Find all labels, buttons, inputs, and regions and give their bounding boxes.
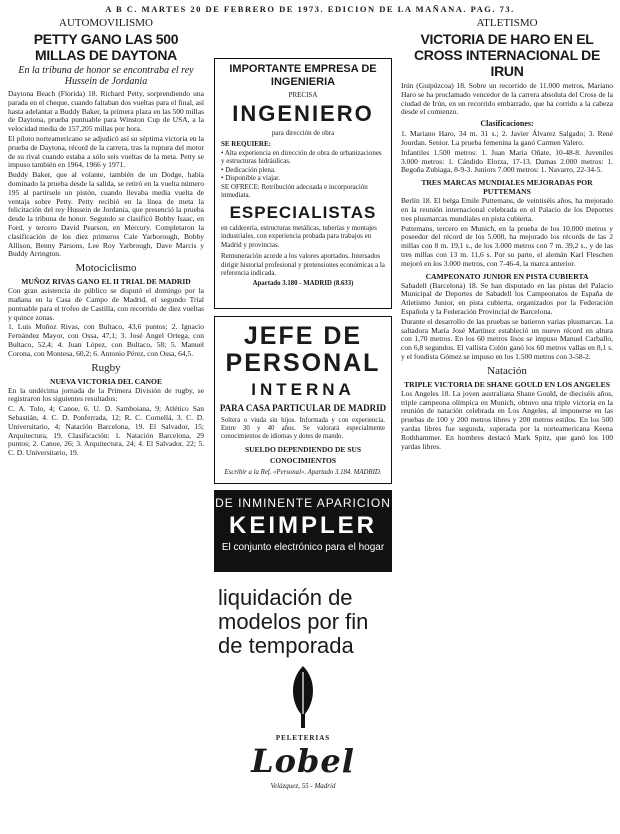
ad-lobel-logo: Lobel	[251, 742, 355, 780]
page-header: A B C. MARTES 20 DE FEBRERO DE 1973. EDICION DE LA MAÑANA. PAG. 73.	[105, 4, 515, 14]
article-text: Durante el desarrollo de las pruebas se batieron varias plusmarcas. La saltadora María José Martínez estableció un nuevo récord en altura con 1,70 metros. En los 60 metros lisos se impuso Manuel Carballo, con 6,8 segundos. El vallista Colón ganó los 60 metros vallas en 8,1 s. y el fondista Gómez se impuso en los 1.500 metros con 3-58-2.	[401, 316, 613, 361]
ad-ingenieria	[214, 58, 392, 309]
ad-footnote: Remuneración acorde a los valores aportados. Intersados dirigir historial profesional y pretensiones económicas a la referencia indicada.	[221, 252, 385, 277]
ad-ingeniero: INGENIERO	[232, 101, 374, 126]
ad-keimpler	[214, 490, 392, 572]
ad-lobel	[214, 586, 392, 826]
column-left	[8, 16, 204, 830]
article-text: En la undécima jornada de la Primera División de rugby, se registraron los siguientes resultados:	[8, 385, 204, 404]
feather-icon	[283, 662, 323, 732]
req-label: SE REQUIERE:	[221, 140, 271, 148]
ad-address: Velázquez, 55 - Madrid	[270, 782, 336, 790]
ad-role: para dirección de obra	[271, 129, 335, 137]
subhead-hussein: En la tribuna de honor se encontraba el rey Hussein de Jordania	[18, 65, 194, 87]
ad-salary: SUELDO DEPENDIENDO DE SUS CONOCIMIENTOS	[244, 445, 362, 465]
ad-interna: INTERNA	[251, 380, 355, 399]
classification-label: Clasificaciones:	[480, 119, 534, 129]
column-right	[401, 16, 613, 830]
article-text: Buddy Baker, que al volante, también de un Dodge, había dominado la prueba desde la salida, se retiró en la vuelta número 195 al partírsele un pistón, cuando llevaba media vuelta de ventaja sobre Petty. Petty recibió en la línea de meta la felicitación del rey Hussein de Jordania, que presenció la prueba desde la tribuna de honor. Segundo se clasificó Bobby Isaac, en Ford, y tercero David Pearson, en Mercury. Completaron la clasificación de los diez primeros Cale Yarborough, Bobby Allison, Benny Parsons, Lee Roy Yarbrough, Dave Marcis y Buddy Arrington.	[8, 170, 204, 259]
subhead-gould: TRIPLE VICTORIA DE SHANE GOULD EN LOS ANGELES	[404, 379, 610, 389]
ad-spec-text: en calderería, estructuras metálicas, tuberías y montajes industriales, con experiencia probada para trabajos en Madrid y provincias.	[221, 223, 377, 249]
article-text: Sabadell (Barcelona) 18. Se han disputado en las pistas del Palacio Municipal de Deportes de Sabadell los Campeonatos de España de Atletismo Junior, en pista cubierta, organizados por la Federación Española y la Federación Provincial de Barcelona.	[401, 280, 613, 316]
ad-especialistas: ESPECIALISTAS	[229, 202, 377, 222]
section-rugby: Rugby	[91, 361, 121, 374]
ad-line1: DE INMINENTE APARICION	[215, 496, 391, 510]
article-text: Los Angeles 18. La joven australiana Shane Gould, de dieciséis años, triple campeona olímpica en Munich, obtuvo una triple victoria en la reunión de natación celebrada en Los Angeles, al imponerse en las pruebas de 100 y 200 metros libres y 200 metros estilos. En los 500 yardas libres fue segunda, superada por la norteamericana Keena Rothhammer. En hombres destacó Mark Spitz, que ganó los 100 yardas libres.	[401, 388, 613, 451]
article-text: Puttemans, tercero en Munich, en la prueba de los 10.000 metros y poseedor del récord de los 5.000, ha mejorado los récords de las 2 millas con 8 m. 19,1 s., de los 3.000 metros con 7 m. 39,2 s., y de las tres millas con 13 m. 11,6 s. Por su parte, el alemán Karl Fleschen mejoró en los 3.000 metros, con 7-46-4, la marca anterior.	[401, 223, 613, 268]
req-item: • Alta experiencia en dirección de obra de urbanizaciones y estructuras hidráulicas.	[221, 148, 382, 165]
req-item: • Disponible a viajar.	[221, 174, 280, 182]
ad-brand: PELETERIAS	[275, 734, 331, 742]
headline-petty: PETTY GANO LAS 500 MILLAS DE DAYTONA	[33, 31, 179, 63]
article-text: 1. Mariano Haro, 34 m. 31 s.; 2. Javier Álvarez Salgado; 3. René Jourdan. Senior. La prueba femenina la ganó Carmen Valero.	[401, 129, 613, 147]
ad-foot: Escribir a la Ref. «Personal». Apartado 3.184. MADRID.	[224, 469, 382, 476]
ad-jefe-title: JEFE DE PERSONAL	[225, 322, 381, 377]
section-atletismo: ATLETISMO	[476, 17, 538, 29]
results-text: C. A. Tolo, 4; Canoe, 6. U. D. Samboiana, 9; Atlético San Sebastián, 4. C. D. Ponferrada, 12; R. C. Cornellá, 3. C. D. Universitario, 4; Natación Barcelona, 19. El Salvador, 15; Arquitectura, 19. Clasificación: 1. Natación Barcelona, 29 puntos; 2. Canoe, 26; 3. Arquitectura, 24; 4. El Salvador, 22; 5. C. D. Universitario, 19.	[8, 404, 204, 458]
results-text: Infantiles 1.500 metros: 1. Juan María Oñate, 10-48-8. Juveniles 3.000 metros: 1. Cándido Elorza, 17-13. Damas 2.000 metros: 1. Begoña Zubiaga, 8-9-3. Juniors 7.000 metros: 1. Navarro, 22-34-5.	[401, 147, 613, 175]
section-automovilismo: AUTOMOVILISMO	[59, 17, 153, 29]
ad-requirements	[215, 140, 391, 200]
ad-text: Soltera o viuda sin hijos. Informada y con experiencia. Entre 30 y 40 años. Se valorará especialmente conocimientos de idiomas y dotes de mando.	[221, 417, 385, 440]
ad-jefe-personal	[214, 316, 392, 484]
subhead-junior: CAMPEONATO JUNIOR EN PISTA CUBIERTA	[425, 271, 589, 281]
article-text: Irún (Guipúzcoa) 18. Sobre un recorrido de 11.000 metros, Mariano Haro se ha proclamado vencedor de la carrera absoluta del Cross de la ciudad de Irún, en un recorrido embarrado, que ha corrido a la cabeza desde el comienzo.	[401, 81, 613, 117]
ad-keimpler-brand: KEIMPLER	[228, 512, 377, 539]
article-text: Daytona Beach (Florida) 18. Richard Petty, sorprendiendo una parada en el cheque, cuando faltaban dos vueltas para el final, así hasta adelantar a Buddy Baker, la primera plaza en las 500 millas de Daytona, prueba puntuable para Winston Cup de USA, a la velocidad media de 157,205 millas por hora.	[8, 89, 204, 134]
results-text: 1. Luis Muñoz Rivas, con Bultaco, 43,6 puntos; 2. Ignacio Fernández Mayor, con Ossa, 47,1; 3. José Angel Ortega, con Bultaco, 52,4; 4. Juan López, con Bultaco, 58; 5. Manuel Corona, con Montesa, 60,2; 6. Antonio Pérez, con Ossa, 64,5.	[8, 322, 204, 358]
article-text: Con gran asistencia de público se disputó el domingo por la mañana en la Casa de Campo de Madrid, el segundo Trial puntuable para el trofeo de Castilla, con recorrido de diez vueltas y quince zonas.	[8, 286, 204, 322]
ad-foot: Apartado 3.180 - MADRID (8.633)	[252, 279, 354, 287]
subhead-canoe: NUEVA VICTORIA DEL CANOE	[49, 376, 163, 386]
article-text: El piloto norteamericano se adjudicó así su séptima victoria en la prueba de Daytona, récord de la carrera, tras la ruptura del motor de su rival cuando estaba a sólo seis vueltas de la meta. Petty se impuso también en 1964, 1966 y 1971.	[8, 133, 204, 170]
section-motociclismo: Motociclismo	[75, 262, 137, 275]
ad-title: IMPORTANTE EMPRESA DE INGENIERIA	[229, 63, 377, 88]
offer: SE OFRECE: Retribución adecuada e incorporación inmediata.	[221, 182, 368, 199]
ad-sub: PARA CASA PARTICULAR DE MADRID	[219, 403, 387, 413]
subhead-puttemans: TRES MARCAS MUNDIALES MEJORADAS POR PUTTEMANS	[421, 178, 593, 197]
section-natacion: Natación	[487, 364, 527, 377]
subhead-trial: MUÑOZ RIVAS GANO EL II TRIAL DE MADRID	[21, 277, 191, 287]
req-item: • Dedicación plena.	[221, 165, 276, 174]
article-text: Berlín 18. El belga Emile Puttemans, de veintiséis años, ha mejorado en la reunión internacional celebrada en el Palacio de los Deportes tres plusmarcas mundiales en pista cubierta.	[401, 196, 613, 223]
ad-precisa: PRECISA	[288, 91, 318, 99]
ad-liquidacion: liquidación de modelos por fin de temporada	[218, 586, 369, 658]
ad-line2: El conjunto electrónico para el hogar	[221, 542, 385, 553]
headline-haro: VICTORIA DE HARO EN EL CROSS INTERNACIONAL DE IRUN	[413, 31, 601, 79]
